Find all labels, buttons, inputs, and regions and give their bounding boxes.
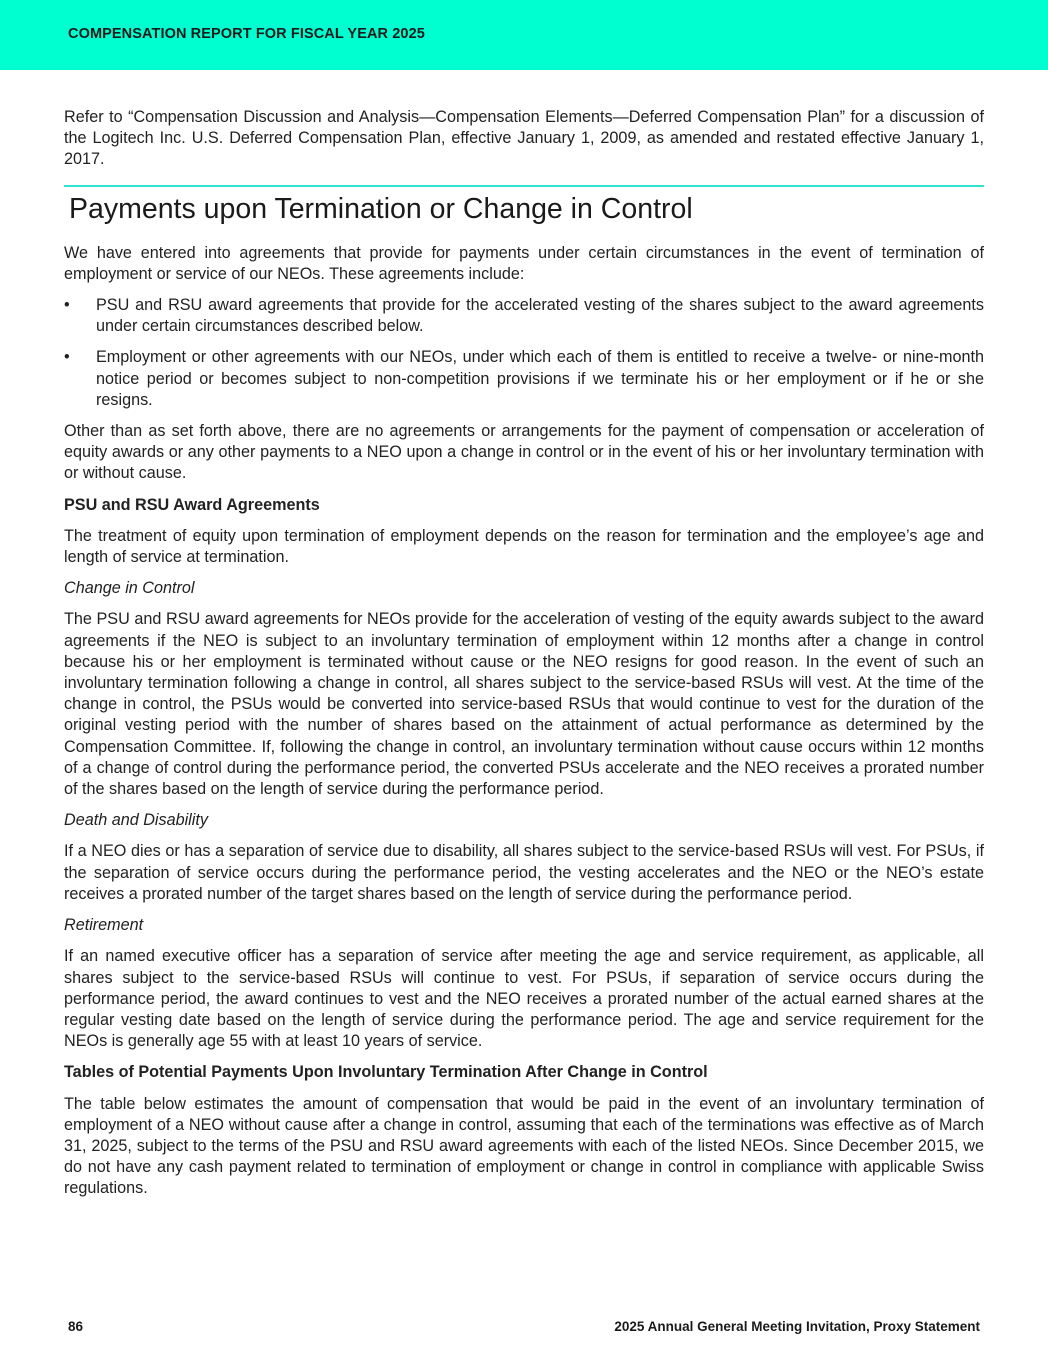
bullet-icon: • <box>64 348 70 367</box>
other-arrangements-paragraph: Other than as set forth above, there are no agreements or arrangements for the payment of compensation or acceleration of equity awards or any other payments to a NEO upon a change in control or in the event of his or her involuntary termination with or without cause. <box>64 422 984 483</box>
page-content <box>64 107 984 1210</box>
retirement-paragraph: If an named executive officer has a separation of service after meeting the age and service requirement, as applicable, all shares subject to the service-based RSUs will continue to vest. For PSUs, if separation of service occurs during the performance period, the award continues to vest and the NEO receives a prorated number of the actual earned shares at the regular vesting date based on the length of service during the performance period. The age and service requirement for the NEOs is generally age 55 with at least 10 years of service. <box>64 947 984 1051</box>
header-banner <box>0 0 1048 70</box>
list-item <box>64 347 984 411</box>
footer-document-title: 2025 Annual General Meeting Invitation, Proxy Statement <box>614 1319 980 1334</box>
list-item-text: PSU and RSU award agreements that provide for the accelerated vesting of the shares subject to the award agreements under certain circumstances described below. <box>96 296 984 336</box>
list-item <box>64 295 984 337</box>
tables-heading: Tables of Potential Payments Upon Involuntary Termination After Change in Control <box>64 1063 708 1082</box>
tables-paragraph: The table below estimates the amount of compensation that would be paid in the event of an involuntary termination of employment of a NEO without cause after a change in control, assuming that each of the terminations was effective as of March 31, 2025, subject to the terms of the PSU and RSU award agreements with each of the listed NEOs. Since December 2015, we do not have any cash payment related to termination of employment or change in control in compliance with applicable Swiss regulations. <box>64 1094 984 1198</box>
bullet-icon: • <box>64 296 70 315</box>
header-title: COMPENSATION REPORT FOR FISCAL YEAR 2025 <box>68 26 425 42</box>
psu-rsu-paragraph: The treatment of equity upon termination of employment depends on the reason for termination and the employee’s age and length of service at termination. <box>64 526 984 567</box>
section-title: Payments upon Termination or Change in Control <box>69 192 693 225</box>
agreements-list <box>64 295 984 411</box>
section-divider <box>64 185 984 187</box>
page-number: 86 <box>68 1319 84 1334</box>
retirement-heading: Retirement <box>64 916 144 935</box>
intro-paragraph: Refer to “Compensation Discussion and Analysis—Compensation Elements—Deferred Compensation Plan” for a discussion of the Logitech Inc. U.S. Deferred Compensation Plan, effective January 1, 2009, as amended and restated effective January 1, 2017. <box>64 108 984 169</box>
section-lead-paragraph: We have entered into agreements that provide for payments under certain circumstances in the event of termination of employment or service of our NEOs. These agreements include: <box>64 243 984 283</box>
change-in-control-paragraph: The PSU and RSU award agreements for NEOs provide for the acceleration of vesting of the equity awards subject to the award agreements if the NEO is subject to an involuntary termination of employment within 12 months after a change in control because his or her employment is terminated without cause or the NEO resigns for good reason. In the event of such an involuntary termination following a change in control, all shares subject to the service-based RSUs will vest. At the time of the change in control, the PSUs would be converted into service-based RSUs that would continue to vest for the duration of the original vesting period with the number of shares based on the attainment of actual performance as determined by the Compensation Committee. If, following the change in control, an involuntary termination without cause occurs within 12 months of a change of control during the performance period, the converted PSUs accelerate and the NEO receives a prorated number of the shares based on the length of service during the performance period. <box>64 610 984 799</box>
death-disability-heading: Death and Disability <box>64 811 208 830</box>
change-in-control-heading: Change in Control <box>64 579 195 598</box>
psu-rsu-heading: PSU and RSU Award Agreements <box>64 495 320 514</box>
death-disability-paragraph: If a NEO dies or has a separation of service due to disability, all shares subject to the service-based RSUs will vest. For PSUs, if the separation of service occurs during the performance period, the vesting accelerates and the NEO or the NEO’s estate receives a prorated number of the target shares based on the length of service during the performance period. <box>64 842 984 903</box>
list-item-text: Employment or other agreements with our NEOs, under which each of them is entitled to receive a twelve- or nine-month notice period or becomes subject to non-competition provisions if we terminate his or her employment or if he or she resigns. <box>96 348 984 409</box>
